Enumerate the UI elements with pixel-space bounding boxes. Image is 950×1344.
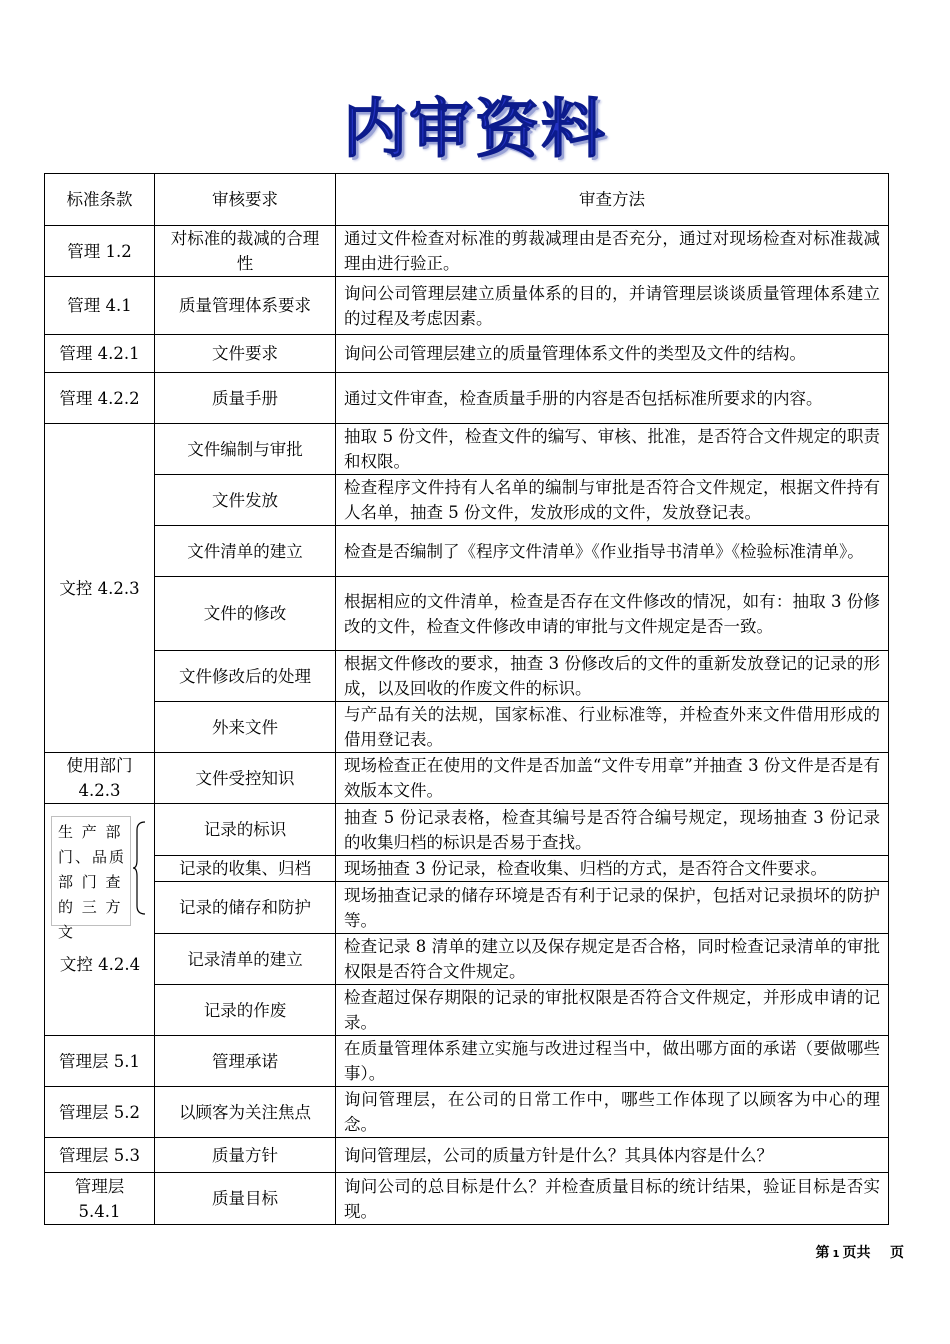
- header-clause: 标准条款: [45, 174, 155, 226]
- page-title: 内审资料: [343, 93, 607, 167]
- header-requirement: 审核要求: [155, 174, 336, 226]
- clause-label: 文控 4.2.4: [59, 955, 141, 974]
- table-row: [45, 702, 889, 753]
- requirement-cell: 外来文件: [155, 702, 336, 753]
- table-row: [45, 373, 889, 424]
- method-cell: 检查程序文件持有人名单的编制与审批是否符合文件规定，根据文件持有人名单，抽查 5 份文件，发放形成的文件，发放登记表。: [336, 475, 889, 526]
- requirement-cell: 质量手册: [155, 373, 336, 424]
- method-cell: 与产品有关的法规，国家标准、行业标准等，并检查外来文件借用形成的借用登记表。: [336, 702, 889, 753]
- method-cell: 现场抽查 3 份记录，检查收集、归档的方式，是否符合文件要求。: [336, 856, 889, 882]
- clause-cell: 管理 4.1: [45, 277, 155, 335]
- table-row: [45, 577, 889, 651]
- table-row: [45, 1087, 889, 1138]
- method-cell: 抽取 5 份文件，检查文件的编写、审核、批准，是否符合文件规定的职责和权限。: [336, 424, 889, 475]
- requirement-cell: 文件要求: [155, 335, 336, 373]
- method-cell: 检查记录 8 清单的建立以及保存规定是否合格，同时检查记录清单的审批权限是否符合文件规定。: [336, 934, 889, 985]
- footer-middle: 页共: [842, 1245, 871, 1261]
- clause-cell: 管理层 5.3: [45, 1138, 155, 1173]
- footer-suffix: 页: [890, 1245, 904, 1261]
- requirement-cell: 记录的标识: [155, 804, 336, 856]
- table-row: [45, 475, 889, 526]
- method-cell: 抽查 5 份记录表格，检查其编号是否符合编号规定，现场抽查 3 份记录的收集归档的标识是否易于查找。: [336, 804, 889, 856]
- table-row: [45, 882, 889, 934]
- table-row: [45, 651, 889, 702]
- method-cell: 询问管理层，在公司的日常工作中，哪些工作体现了以顾客为中心的理念。: [336, 1087, 889, 1138]
- table-row: [45, 526, 889, 577]
- table-row: [45, 1173, 889, 1225]
- requirement-cell: 质量管理体系要求: [155, 277, 336, 335]
- table-row: [45, 934, 889, 985]
- requirement-cell: 对标准的裁减的合理性: [155, 226, 336, 277]
- table-row: [45, 277, 889, 335]
- method-cell: 根据文件修改的要求，抽查 3 份修改后的文件的重新发放登记的记录的形成，以及回收的作废文件的标识。: [336, 651, 889, 702]
- clause-cell: 管理层 5.1: [45, 1036, 155, 1087]
- clause-cell: 文控 4.2.3: [45, 424, 155, 753]
- table-row: [45, 985, 889, 1036]
- table-row: [45, 226, 889, 277]
- table-row: [45, 424, 889, 475]
- page-footer: [816, 1242, 904, 1262]
- method-cell: 通过文件审查，检查质量手册的内容是否包括标准所要求的内容。: [336, 373, 889, 424]
- clause-note: 生 产 部 门、品质 部 门 查 的 三 方 文: [51, 816, 131, 926]
- clause-cell-group: [45, 804, 155, 1036]
- table-row: [45, 1138, 889, 1173]
- requirement-cell: 文件的修改: [155, 577, 336, 651]
- requirement-cell: 记录的作废: [155, 985, 336, 1036]
- clause-cell: 使用部门 4.2.3: [45, 753, 155, 804]
- method-cell: 检查是否编制了《程序文件清单》《作业指导书清单》《检验标准清单》。: [336, 526, 889, 577]
- clause-cell: 管理层 5.4.1: [45, 1173, 155, 1225]
- requirement-cell: 记录的收集、归档: [155, 856, 336, 882]
- footer-page-number: 1: [832, 1249, 840, 1260]
- audit-table: [44, 173, 889, 1225]
- requirement-cell: 记录的储存和防护: [155, 882, 336, 934]
- method-cell: 通过文件检查对标准的剪裁减理由是否充分，通过对现场检查对标准裁减理由进行验正。: [336, 226, 889, 277]
- clause-cell: 管理 4.2.1: [45, 335, 155, 373]
- requirement-cell: 文件清单的建立: [155, 526, 336, 577]
- requirement-cell: 文件受控知识: [155, 753, 336, 804]
- method-cell: 检查超过保存期限的记录的审批权限是否符合文件规定，并形成申请的记录。: [336, 985, 889, 1036]
- table-row: [45, 1036, 889, 1087]
- method-cell: 现场抽查记录的储存环境是否有利于记录的保护，包括对记录损坏的防护等。: [336, 882, 889, 934]
- header-method: 审查方法: [336, 174, 889, 226]
- requirement-cell: 管理承诺: [155, 1036, 336, 1087]
- table-row: [45, 804, 889, 856]
- requirement-cell: 质量目标: [155, 1173, 336, 1225]
- clause-cell: 管理 1.2: [45, 226, 155, 277]
- requirement-cell: 文件修改后的处理: [155, 651, 336, 702]
- method-cell: 询问公司管理层建立质量体系的目的，并请管理层谈谈质量管理体系建立的过程及考虑因素。: [336, 277, 889, 335]
- table-row: [45, 335, 889, 373]
- method-cell: 现场检查正在使用的文件是否加盖“文件专用章”并抽查 3 份文件是否是有效版本文件。: [336, 753, 889, 804]
- requirement-cell: 以顾客为关注焦点: [155, 1087, 336, 1138]
- method-cell: 询问公司的总目标是什么？并检查质量目标的统计结果，验证目标是否实现。: [336, 1173, 889, 1225]
- clause-cell: 管理层 5.2: [45, 1087, 155, 1138]
- clause-cell: 管理 4.2.2: [45, 373, 155, 424]
- method-cell: 在质量管理体系建立实施与改进过程当中，做出哪方面的承诺（要做哪些事）。: [336, 1036, 889, 1087]
- method-cell: 根据相应的文件清单，检查是否存在文件修改的情况，如有：抽取 3 份修改的文件，检查文件修改申请的审批与文件规定是否一致。: [336, 577, 889, 651]
- brace-icon: [133, 820, 147, 916]
- requirement-cell: 记录清单的建立: [155, 934, 336, 985]
- table-header-row: [45, 174, 889, 226]
- table-row: [45, 753, 889, 804]
- requirement-cell: 质量方针: [155, 1138, 336, 1173]
- requirement-cell: 文件编制与审批: [155, 424, 336, 475]
- table-row: [45, 856, 889, 882]
- footer-prefix: 第: [815, 1245, 830, 1261]
- method-cell: 询问管理层，公司的质量方针是什么？其具体内容是什么？: [336, 1138, 889, 1173]
- method-cell: 询问公司管理层建立的质量管理体系文件的类型及文件的结构。: [336, 335, 889, 373]
- requirement-cell: 文件发放: [155, 475, 336, 526]
